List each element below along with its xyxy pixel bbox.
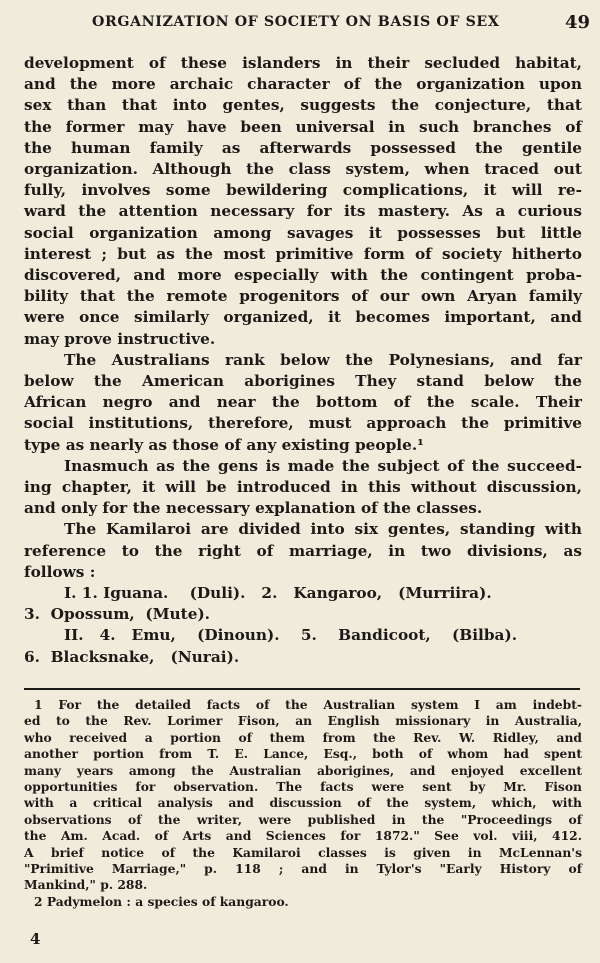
footnote-line: Mankind," p. 288. [24,877,148,893]
running-head: ORGANIZATION OF SOCIETY ON BASIS OF SEX [92,14,500,30]
class-list-line: 6. Blacksnake, (Nurai). [24,647,240,666]
footnote-line: ed to the Rev. Lorimer Fison, an English missionary in Australia, [24,713,582,729]
footnote-line: many years among the Australian aborigines, and enjoyed excellent [24,762,582,778]
class-list-line: 3. Opossum, (Mute). [24,605,211,624]
body-line: bility that the remote progenitors of our own Aryan family [24,287,582,306]
page-header [0,8,600,38]
body-line: social organization among savages it possesses but little [24,223,582,242]
body-line: and the more archaic character of the organization upon [24,75,582,94]
body-line: follows : [24,562,96,581]
body-line: reference to the right of marriage, in two divisions, as [24,541,582,560]
footnotes [24,697,582,910]
body-line: development of these islanders in their secluded habitat, [24,54,582,72]
footnote-divider [24,688,580,690]
body-line: ing chapter, it will be introduced in this without discussion, [24,478,582,497]
body-line: interest ; but as the most primitive form of society hitherto [24,244,582,263]
footnote-line: the Am. Acad. of Arts and Sciences for 1872." See vol. viii, 412. [24,828,582,844]
footnote-line: who received a portion of them from the Rev. W. Ridley, and [24,729,582,745]
footnote-line: 1 For the detailed facts of the Australian system I am indebt- [34,697,582,712]
body-line: discovered, and more especially with the contingent proba- [24,266,582,285]
footnote-line: opportunities for observation. The facts were sent by Mr. Fison [24,779,582,795]
body-line: type as nearly as those of any existing people.¹ [24,435,424,454]
body-line: ward the attention necessary for its mastery. As a curious [24,202,582,221]
body-line: The Kamilaroi are divided into six gentes, standing with [64,520,582,539]
body-line: were once similarly organized, it becomes important, and [24,308,582,327]
body-line: below the American aborigines They stand below the [24,372,582,391]
footnote-line: another portion from T. E. Lance, Esq., both of whom had spent [24,746,582,762]
body-line: The Australians rank below the Polynesians, and far [64,350,582,369]
body-line: organization. Although the class system, when traced out [24,160,582,179]
body-line: sex than that into gentes, suggests the conjecture, that [24,96,582,115]
body-line: social institutions, therefore, must approach the primitive [24,414,582,433]
body-line: may prove instructive. [24,329,216,348]
body-line: and only for the necessary explanation of the classes. [24,499,483,518]
footnote-line: A brief notice of the Kamilaroi classes is given in McLennan's [24,844,582,860]
body-line: fully, involves some bewildering complications, it will re- [24,181,582,200]
body-line: the former may have been universal in such branches of [24,117,582,136]
footnote-line: with a critical analysis and discussion of the system, which, with [24,795,582,811]
page-number: 49 [564,12,590,33]
class-list-line: II. 4. Emu, (Dinoun). 5. Bandicoot, (Bilba). [64,626,518,645]
footnote-line: observations of the writer, were published in the "Proceedings of [24,811,582,827]
body-text [24,53,582,668]
signature-mark: 4 [30,930,41,948]
class-list-line: I. 1. Iguana. (Duli). 2. Kangaroo, (Murriira). [64,584,492,603]
footnote-line: "Primitive Marriage," p. 118 ; and in Tylor's "Early History of [24,861,582,877]
body-line: Inasmuch as the gens is made the subject of the succeed- [64,456,582,475]
body-line: African negro and near the bottom of the scale. Their [24,393,582,412]
footnote-line: 2 Padymelon : a species of kangaroo. [34,893,289,909]
body-line: the human family as afterwards possessed the gentile [24,138,582,157]
